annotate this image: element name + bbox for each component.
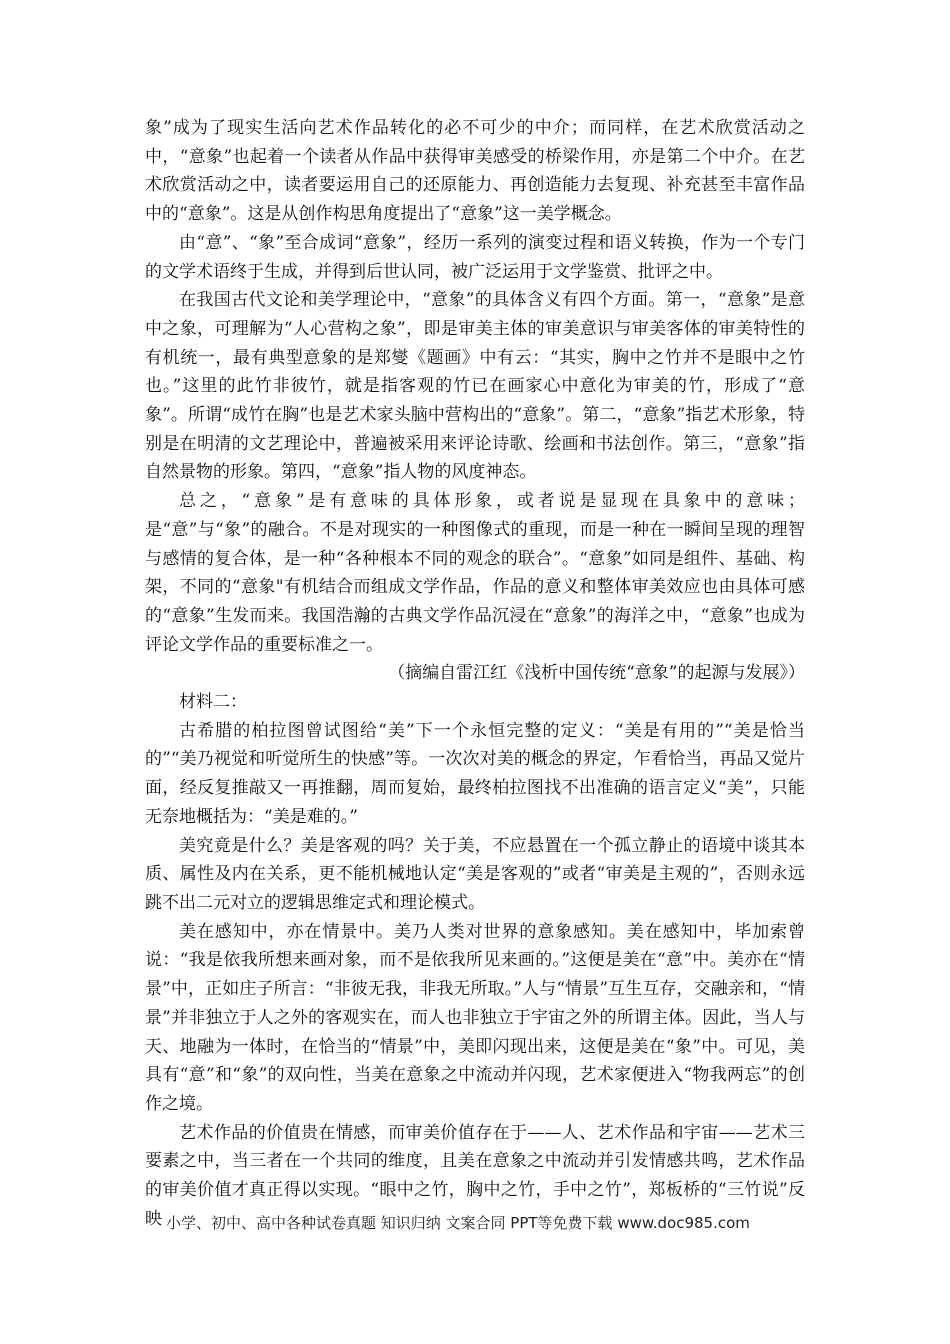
page-footer: 小学、初中、高中各种试卷真题 知识归纳 文案合同 PPT等免费下载 www.doc985.com xyxy=(166,1214,750,1232)
paragraph-3: 在我国古代文论和美学理论中，“意象”的具体含义有四个方面。第一，“意象”是意中之象，可理解为“人心营构之象”，即是审美主体的审美意识与审美客体的审美特性的有机统一，最有典型意象的是郑燮《题画》中有云：“其实，胸中之竹并不是眼中之竹也。”这里的此竹非彼竹，就是指客观的竹已在画家心中意化为审美的竹，形成了“意象”。所谓“成竹在胸”也是艺术家头脑中营构出的“意象”。第二，“意象”指艺术形象，特别是在明清的文艺理论中，普遍被采用来评论诗歌、绘画和书法创作。第三，“意象”指自然景物的形象。第四，“意象”指人物的风度神态。 xyxy=(145,290,805,483)
paragraph-1: 象”成为了现实生活向艺术作品转化的必不可少的中介；而同样，在艺术欣赏活动之中，“意象”也起着一个读者从作品中获得审美感受的桥梁作用，亦是第二个中介。在艺术欣赏活动之中，读者要运用自己的还原能力、再创造能力去复现、补充甚至丰富作品中的“意象”。这是从创作构思角度提出了“意象”这一美学概念。 xyxy=(145,118,805,225)
source-citation: （摘编自雷江红《浅析中国传统“意象”的起源与发展》） xyxy=(388,663,805,684)
material-2-paragraph-4: 艺术作品的价值贵在情感，而审美价值存在于——人、艺术作品和宇宙——艺术三要素之中，当三者在一个共同的维度，且美在意象之中流动并引发情感共鸣，艺术作品的审美价值才真正得以实现。“眼中之竹，胸中之竹，手中之竹”，郑板桥的“三竹说”反映 xyxy=(145,1122,805,1229)
paragraph-4: 总之，“意象”是有意味的具体形象，或者说是显现在具象中的意味；是“意”与“象”的融合。不是对现实的一种图像式的重现，而是一种在一瞬间呈现的理智与感情的复合体，是一种“各种根本不同的观念的联合”。“意象”如同是组件、基础、构架，不同的“意象"有机结合而组成文学作品，作品的意义和整体审美效应也由具体可感的“意象”生发而来。我国浩瀚的古典文学作品沉浸在“意象”的海洋之中，“意象”也成为评论文学作品的重要标准之一。 xyxy=(145,491,805,655)
material-2-paragraph-3: 美在感知中，亦在情景中。美乃人类对世界的意象感知。美在感知中，毕加索曾说：“我是依我所想来画对象，而不是依我所见来画的。”这便是美在“意”中。美亦在“情景”中，正如庄子所言：“非彼无我，非我无所取。”人与“情景”互生互存，交融亲和，“情景”并非独立于人之外的客观实在，而人也非独立于宇宙之外的所谓主体。因此，当人与天、地融为一体时，在恰当的“情景”中，美即闪现出来，这便是美在“象”中。可见，美具有“意”和“象”的双向性，当美在意象之中流动并闪现，艺术家便进入“物我两忘”的创作之境。 xyxy=(145,921,805,1114)
paragraph-2: 由“意”、“象”至合成词“意象”，经历一系列的演变过程和语义转换，作为一个专门的文学术语终于生成，并得到后世认同，被广泛运用于文学鉴赏、批评之中。 xyxy=(145,232,805,282)
material-2-heading: 材料二： xyxy=(179,692,247,713)
material-2-paragraph-2: 美究竟是什么？美是客观的吗？关于美，不应悬置在一个孤立静止的语境中谈其本质、属性及内在关系，更不能机械地认定“美是客观的”或者“审美是主观的”，否则永远跳不出二元对立的逻辑思维定式和理论模式。 xyxy=(145,835,805,913)
document-body xyxy=(145,114,805,1233)
material-2-paragraph-1: 古希腊的柏拉图曾试图给“美”下一个永恒完整的定义：“美是有用的”“美是恰当的”“美乃视觉和听觉所生的快感”等。一次次对美的概念的界定，乍看恰当，再品又觉片面，经反复推敲又一再推翻，周而复始，最终柏拉图找不出准确的语言定义“美”，只能无奈地概括为：“美是难的。” xyxy=(145,720,805,827)
